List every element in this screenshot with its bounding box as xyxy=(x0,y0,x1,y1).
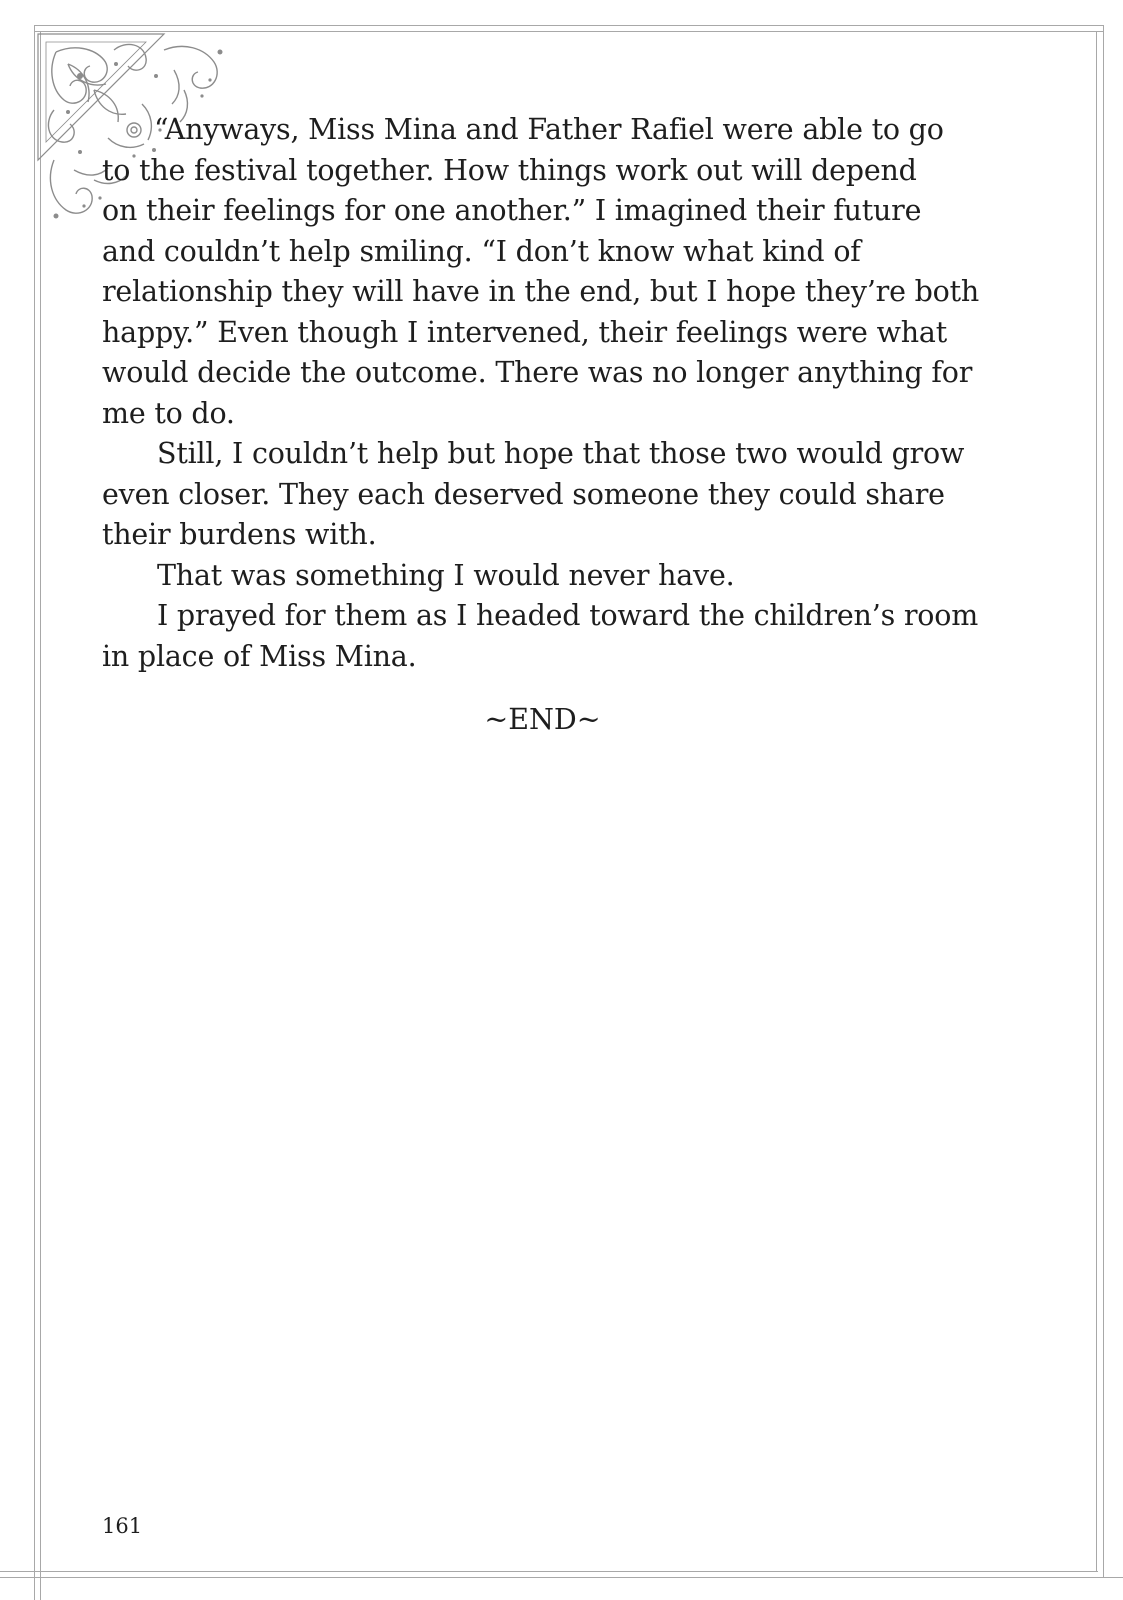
page-number: 161 xyxy=(102,1514,143,1538)
text-line: even closer. They each deserved someone they could share xyxy=(102,477,945,511)
text-line: their burdens with. xyxy=(102,518,377,551)
text-line: relationship they will have in the end, but I hope they’re both xyxy=(102,275,980,308)
text-line: I prayed for them as I headed toward the children’s room xyxy=(157,599,979,632)
text-line: would decide the outcome. There was no longer anything for xyxy=(102,356,973,389)
text-line: me to do. xyxy=(102,396,235,430)
body-text xyxy=(102,110,1002,677)
text-line: and couldn’t help smiling. “I don’t know what kind of xyxy=(102,234,861,268)
frame-left-rule-inner xyxy=(40,31,41,1600)
text-line: on their feelings for one another.” I imagined their future xyxy=(102,194,922,227)
frame-right-rule-outer xyxy=(1103,25,1104,1577)
text-line: Still, I couldn’t help but hope that those two would grow xyxy=(157,437,965,470)
text-line: happy.” Even though I intervened, their feelings were what xyxy=(102,315,947,349)
text-line: “Anyways, Miss Mina and Father Rafiel were able to go xyxy=(154,113,944,146)
frame-bottom-rule-outer xyxy=(0,1577,1123,1578)
end-mark: ~END~ xyxy=(484,703,601,736)
text-line: to the festival together. How things work out will depend xyxy=(102,153,917,187)
text-line: That was something I would never have. xyxy=(157,558,735,592)
text-line: in place of Miss Mina. xyxy=(102,639,417,673)
frame-bottom-rule-inner xyxy=(0,1571,1098,1572)
frame-left-rule-outer xyxy=(34,25,35,1600)
frame-right-rule-inner xyxy=(1096,31,1097,1572)
frame-top-rule-outer xyxy=(34,25,1104,26)
